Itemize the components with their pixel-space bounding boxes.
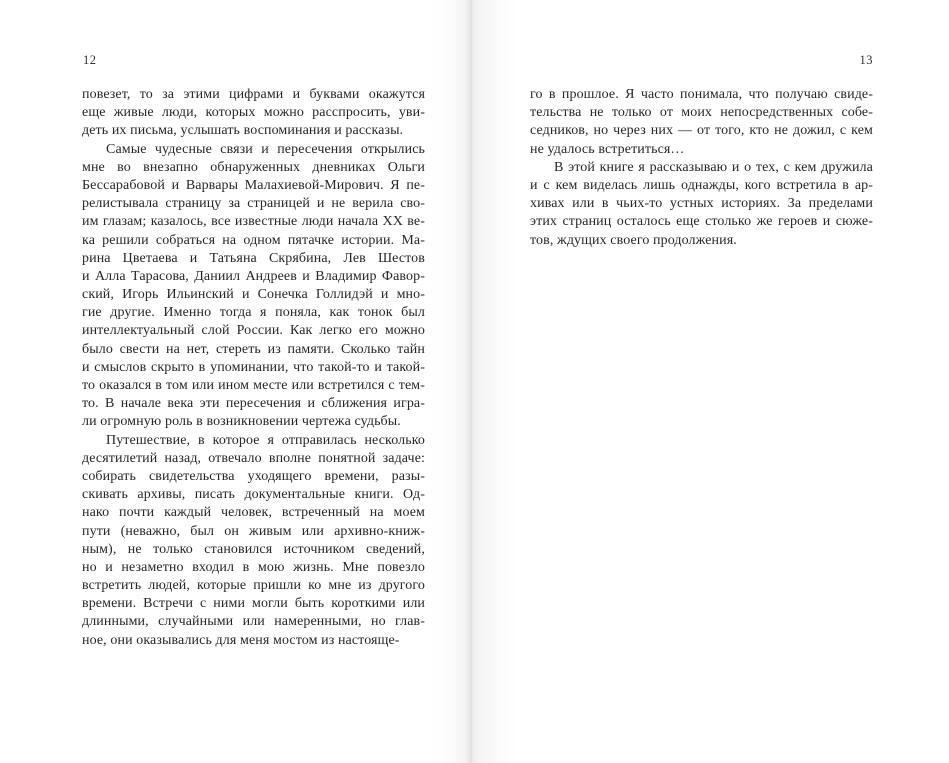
text-line: ка решили собраться на одном пятачке истории. Ма- xyxy=(82,232,425,248)
text-line: времени. Встречи с ними могли быть короткими или xyxy=(82,596,425,612)
text-line: Самые чудесные связи и пересечения открылись xyxy=(106,141,425,157)
paragraph xyxy=(530,159,873,250)
text-line: гие другие. Именно тогда я поняла, как тонок был xyxy=(82,305,425,321)
text-line: не удалось встретиться… xyxy=(530,141,685,157)
text-line: было свести на нет, стереть из памяти. Сколько тайн xyxy=(82,341,425,357)
text-line: го в прошлое. Я часто понимала, что получаю свиде- xyxy=(530,87,873,102)
left-page xyxy=(0,0,474,763)
text-line: им глазам; казалось, все известные люди начала XX ве- xyxy=(82,214,425,230)
right-page-text xyxy=(530,86,873,250)
text-line: собирать свидетельства уходящего времени, разы- xyxy=(82,468,425,484)
text-line: то оказался в том или ином месте или встретился с тем- xyxy=(82,378,425,393)
text-line: Путешествие, в которое я отправилась несколько xyxy=(106,432,425,448)
text-line: тов, ждущих своего продолжения. xyxy=(530,232,737,248)
text-line: ли огромную роль в возникновении чертежа судьбы. xyxy=(82,414,401,430)
text-line: интеллектуальный слой России. Как легко его можно xyxy=(82,323,425,339)
text-line: и с кем виделась лишь однажды, кого встретила в ар- xyxy=(530,177,873,193)
paragraph xyxy=(82,86,425,141)
text-line: тельства не только от моих непосредственных собе- xyxy=(530,105,873,121)
text-line: В этой книге я рассказываю и о тех, с кем дружила xyxy=(554,159,873,175)
text-line: ский, Игорь Ильинский и Сонечка Голлидэй и мно- xyxy=(82,287,425,303)
text-line: но и незаметно входил в мою жизнь. Мне повезло xyxy=(82,559,425,575)
text-line: ным), не только становился источником сведений, xyxy=(82,541,425,557)
text-line: седников, но через них — от того, кто не дожил, с кем xyxy=(530,123,873,139)
text-line: деть их письма, услышать воспоминания и рассказы. xyxy=(82,123,404,139)
text-line: то. В начале века эти пересечения и сближения игра- xyxy=(82,396,425,412)
text-line: хивах или в чьих-то устных историях. За пределами xyxy=(530,196,873,212)
text-line: этих страниц осталось еще столько же героев и сюже- xyxy=(530,214,873,230)
text-line: скивать архивы, писать документальные книги. Од- xyxy=(82,487,425,503)
page-number-right: 13 xyxy=(859,53,873,67)
paragraph xyxy=(82,141,425,432)
text-line: Бессарабовой и Варвары Малахиевой-Мирович. Я пе- xyxy=(82,177,425,193)
text-line: пути (неважно, был он живым или архивно-книж- xyxy=(82,523,425,539)
page-number-left: 12 xyxy=(83,53,97,67)
text-line: встретить людей, которые пришли ко мне из другого xyxy=(82,578,425,594)
text-line: релистывала страницу за страницей и не верила сво- xyxy=(82,196,425,212)
text-line: повезет, то за этими цифрами и буквами окажутся xyxy=(82,87,425,102)
text-line: и Алла Тарасова, Даниил Андреев и Владимир Фавор- xyxy=(82,268,425,284)
paragraph xyxy=(530,86,873,159)
text-line: десятилетий назад, отвечало вполне понятной задаче: xyxy=(82,450,425,466)
text-line: рина Цветаева и Татьяна Скрябина, Лев Шестов xyxy=(82,250,425,266)
left-page-text xyxy=(82,86,425,650)
text-line: мне во внезапно обнаруженных дневниках Ольги xyxy=(82,159,425,175)
text-line: и смыслов скрыто в упоминании, что такой-то и такой- xyxy=(82,359,425,375)
text-line: еще живые люди, которых можно расспросить, уви- xyxy=(82,105,425,121)
paragraph xyxy=(82,432,425,650)
text-line: нако почти каждый человек, встреченный на моем xyxy=(82,505,425,521)
right-page xyxy=(474,0,949,763)
text-line: ное, они оказывались для меня мостом из настояще- xyxy=(82,632,400,648)
text-line: длинными, случайными или намеренными, но глав- xyxy=(82,614,425,630)
